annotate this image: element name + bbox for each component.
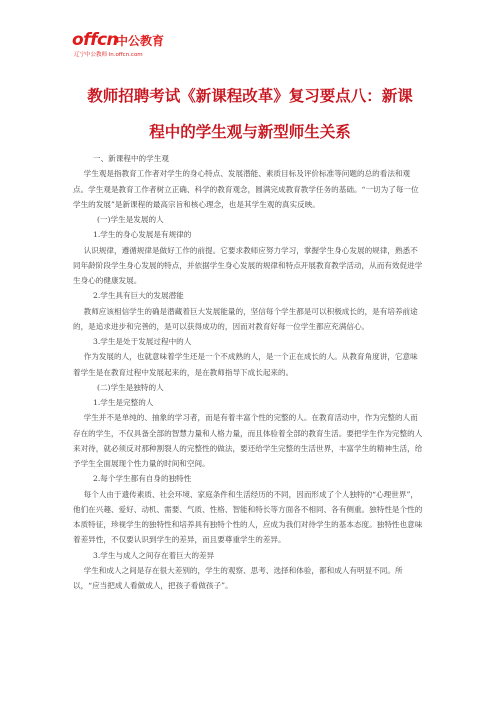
logo-name: 中公教育 [116,34,165,48]
point-heading: 1.学生是完整的人 [93,398,154,407]
paragraph: 教师应该相信学生的确是潜藏着巨大发展能量的，坚信每个学生都是可以积极成长的，是有培养前途的，是追求进步和完善的，是可以获得成功的，因而对教育好每一位学生都应充满信心。 [73,306,418,331]
paragraph: 每个人由于遗传素质、社会环境、家庭条件和生活经历的不同，因而形成了个人独特的“心理世界”，他们在兴趣、爱好、动机、需要、气质、性格、智能和特长等方面各不相同、各有侧重。独特性是个性的本质特征，珍视学生的独特性和培养具有独特个性的人，应成为我们对待学生的基本态度。独特性也意味着差异性，不仅要认识到学生的差异，而且要尊重学生的差异。 [73,489,423,545]
point-heading: 2.每个学生都有自身的独特性 [93,474,192,484]
article-body [73,151,425,593]
point-heading: 2.学生具有巨大的发展潜能 [93,291,184,301]
point-heading: 3.学生是处于发展过程中的人 [93,337,192,346]
page-title-line-1: 教师招聘考试《新课程改革》复习要点八：新课 [87,87,413,105]
subsection-heading: (二)学生是独特的人 [97,382,164,392]
logo-subtitle: 辽宁中公教师 ln.offcn.com [74,52,143,58]
paragraph: 学生和成人之间是存在很大差别的，学生的观察、思考、选择和体验，都和成人有明显不同。所以，“应当把成人看做成人，把孩子看做孩子”。 [73,565,403,590]
logo-mark: offcn [72,30,119,50]
subsection-heading: (一)学生是发展的人 [97,215,164,224]
section-heading: 一、新课程中的学生观 [93,154,169,163]
point-heading: 1.学生的身心发展是有规律的 [93,230,192,240]
point-heading: 3.学生与成人之间存在着巨大的差异 [93,550,215,560]
paragraph: 认识规律，遵循规律是做好工作的前提。它要求教师应努力学习，掌握学生身心发展的规律，熟悉不同年龄阶段学生身心发展的特点，并依据学生身心发展的规律和特点开展教育教学活动，从而有效促进学生身心的健康发展。 [73,245,423,285]
page-title-line-2: 程中的学生观与新型师生关系 [149,123,351,141]
paragraph: 作为发展的人，也就意味着学生还是一个不成熟的人，是一个正在成长的人。从教育角度讲，它意味着学生是在教育过程中发展起来的，是在教师指导下成长起来的。 [73,352,418,377]
offcn-logo [72,30,202,62]
paragraph: 学生观是指教育工作者对学生的身心特点、发展潜能、素质目标及评价标准等问题的总的看法和观点。学生观是教育工作者树立正确、科学的教育观念，圆满完成教育教学任务的基础。“一切为了每一位学生的发展”是新课程的最高宗旨和核心理念，也是其学生观的真实反映。 [73,169,419,209]
paragraph: 学生并不是单纯的、抽象的学习者，而是有着丰富个性的完整的人。在教育活动中，作为完整的人而存在的学生，不仅具备全部的智慧力量和人格力量，而且体验着全部的教育生活。要把学生作为完整的人来对待，就必须反对那种割裂人的完整性的做法，要还给学生完整的生活世界，丰富学生的精神生活，给予学生全面展现个性力量的时间和空间。 [73,413,423,468]
